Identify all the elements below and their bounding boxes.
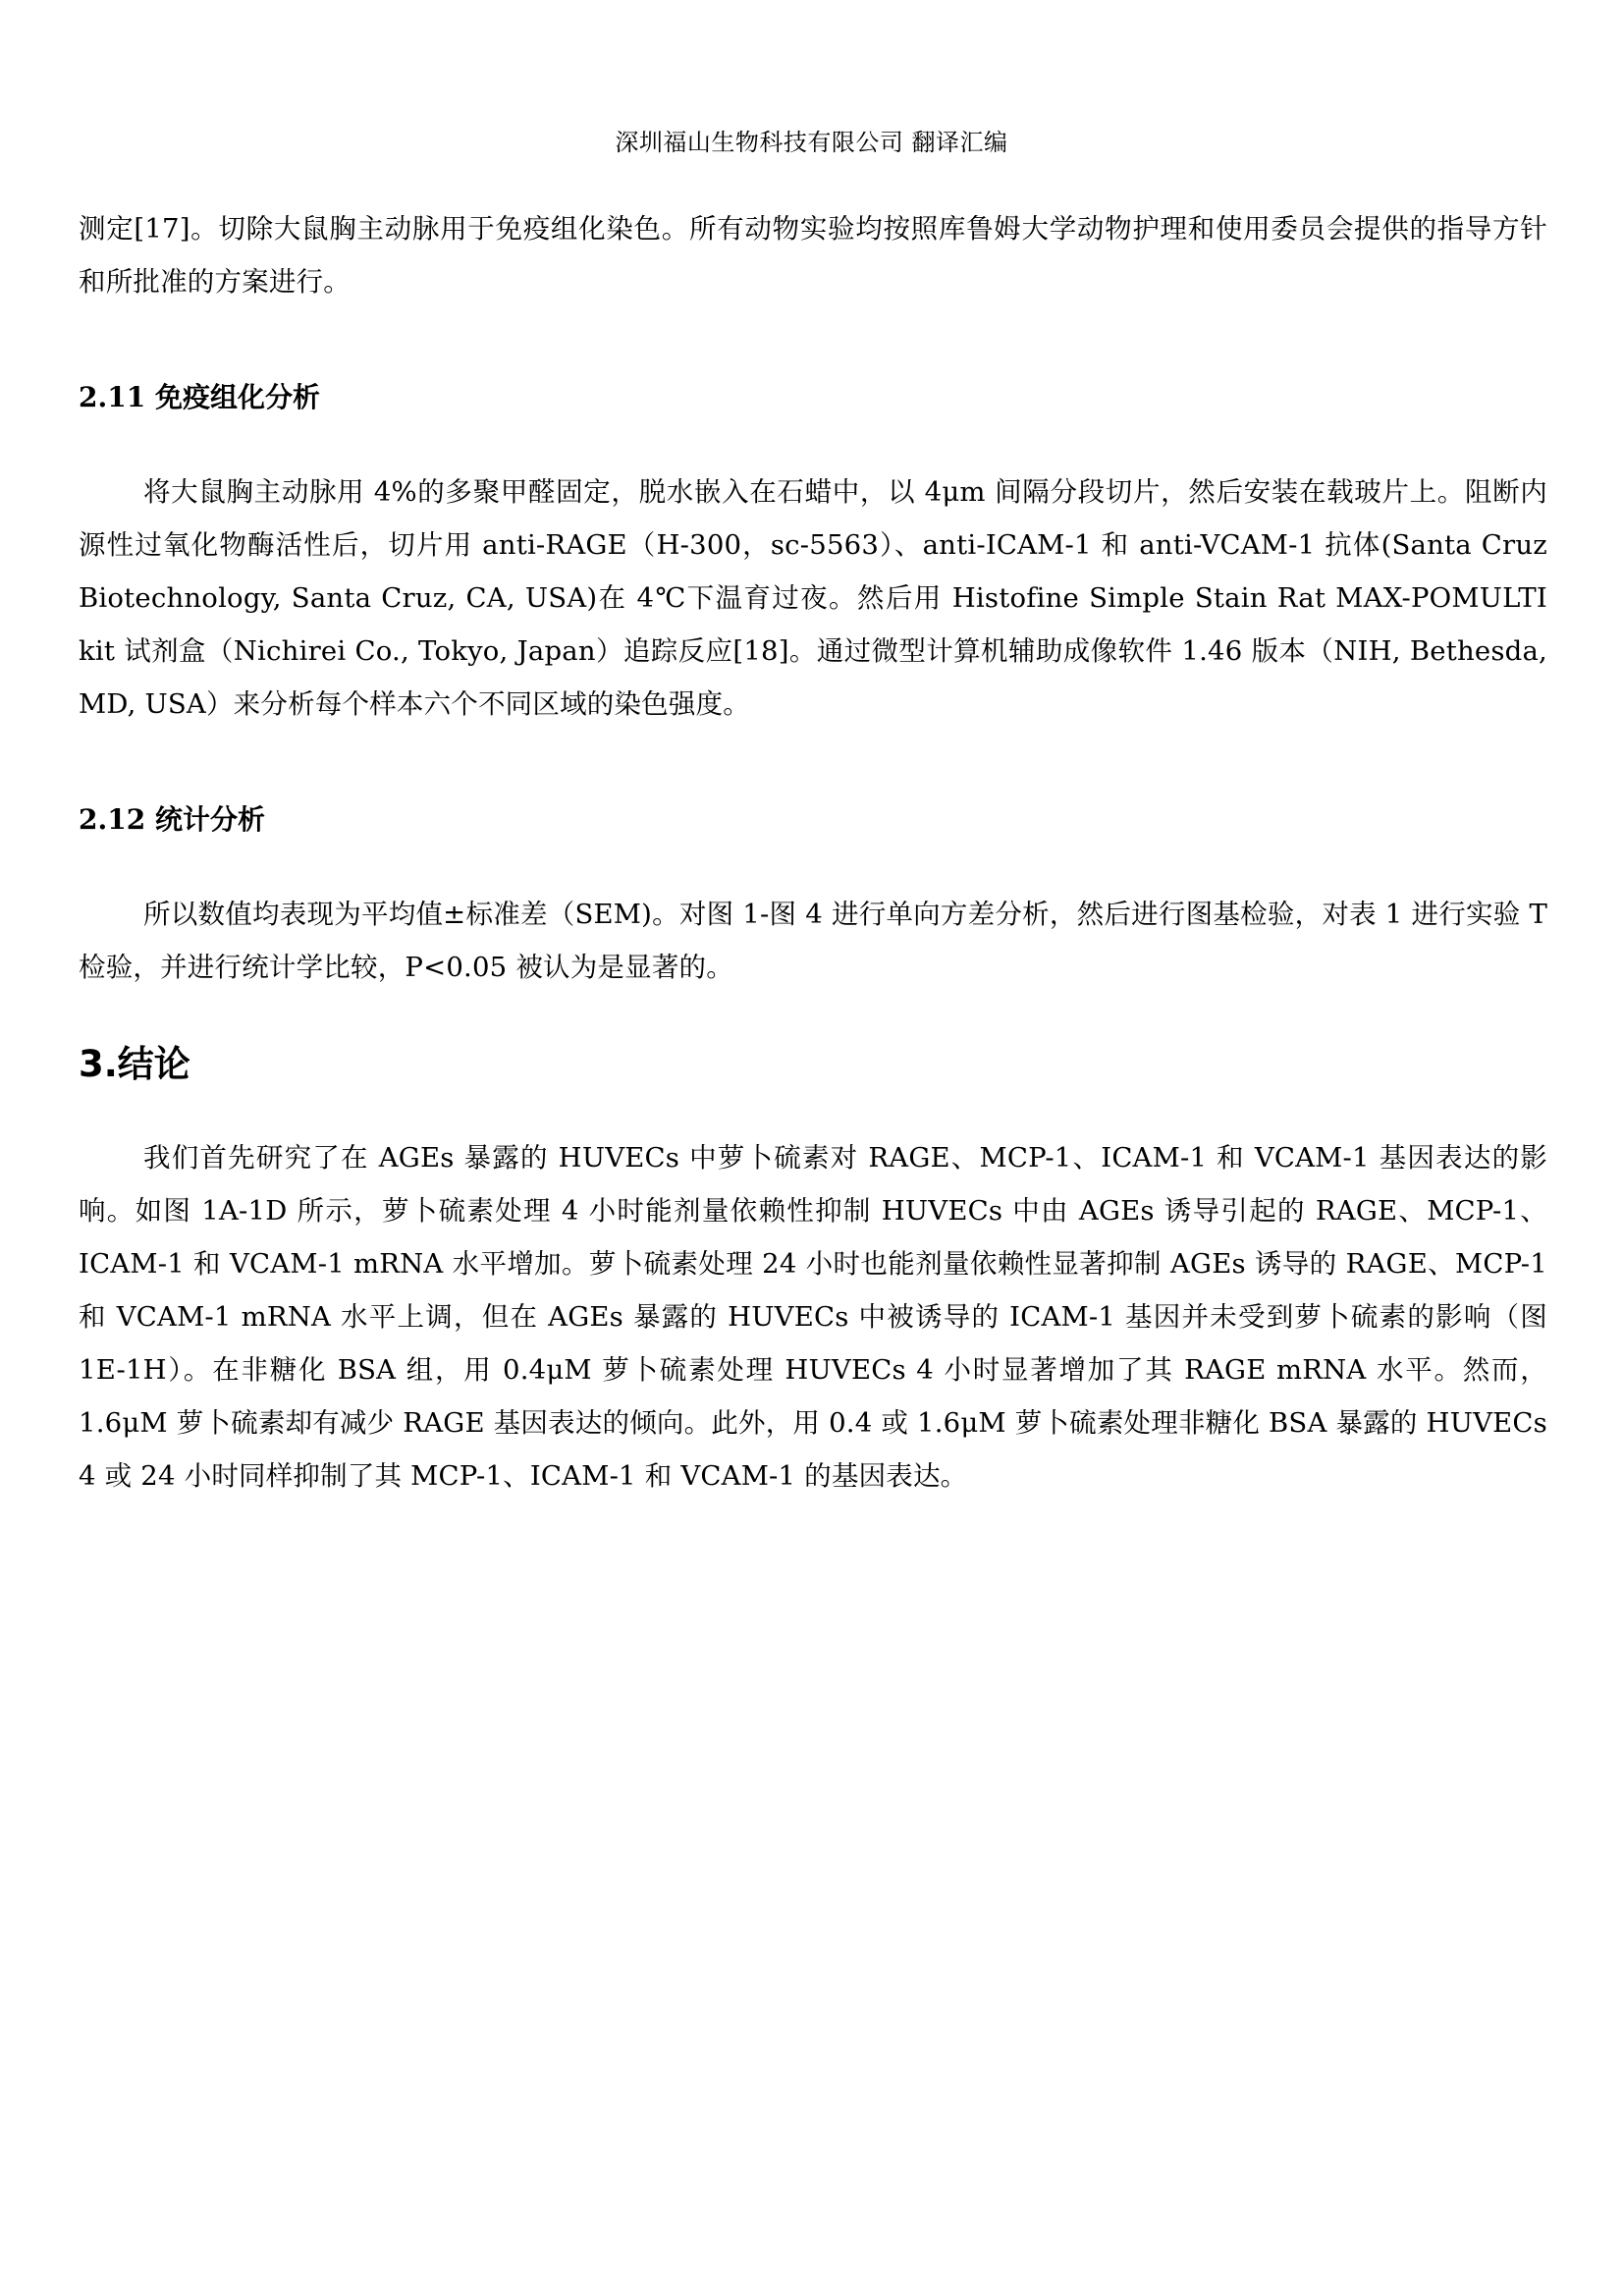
- running-header: 深圳福山生物科技有限公司 翻译汇编: [615, 129, 1008, 156]
- section-heading-2-11: 2.11 免疫组化分析: [79, 381, 320, 413]
- section-heading-2-12: 2.12 统计分析: [79, 803, 265, 836]
- chapter-heading-3: 3.结论: [79, 1043, 190, 1085]
- paragraph-immunohistochemistry: 将大鼠胸主动脉用 4%的多聚甲醛固定，脱水嵌入在石蜡中，以 4μm 间隔分段切片，然后安装在载玻片上。阻断内源性过氧化物酶活性后，切片用 anti-RAGE（H-300，sc-5563）、anti-ICAM-1 和 anti-VCAM-1 抗体(Santa Cruz Biotechnology, Santa Cruz, CA, USA)在 4℃下温育过夜。然后用 Histofine Simple Stain Rat MAX-POMULTI kit 试剂盒（Nichirei Co., Tokyo, Japan）追踪反应[18]。通过微型计算机辅助成像软件 1.46 版本（NIH, Bethesda, MD, USA）来分析每个样本六个不同区域的染色强度。: [79, 476, 1547, 720]
- paragraph-results: 我们首先研究了在 AGEs 暴露的 HUVECs 中萝卜硫素对 RAGE、MCP-1、ICAM-1 和 VCAM-1 基因表达的影响。如图 1A-1D 所示，萝卜硫素处理 4 小时能剂量依赖性抑制 HUVECs 中由 AGEs 诱导引起的 RAGE、MCP-1、ICAM-1 和 VCAM-1 mRNA 水平增加。萝卜硫素处理 24 小时也能剂量依赖性显著抑制 AGEs 诱导的 RAGE、MCP-1 和 VCAM-1 mRNA 水平上调，但在 AGEs 暴露的 HUVECs 中被诱导的 ICAM-1 基因并未受到萝卜硫素的影响（图 1E-1H）。在非糖化 BSA 组，用 0.4μM 萝卜硫素处理 HUVECs 4 小时显著增加了其 RAGE mRNA 水平。然而，1.6μM 萝卜硫素却有减少 RAGE 基因表达的倾向。此外，用 0.4 或 1.6μM 萝卜硫素处理非糖化 BSA 暴露的 HUVECs 4 或 24 小时同样抑制了其 MCP-1、ICAM-1 和 VCAM-1 的基因表达。: [79, 1142, 1547, 1492]
- document-body: [79, 202, 1547, 1503]
- intro-paragraph: 测定[17]。切除大鼠胸主动脉用于免疫组化染色。所有动物实验均按照库鲁姆大学动物护理和使用委员会提供的指导方针和所批准的方案进行。: [79, 213, 1547, 298]
- paragraph-statistics: 所以数值均表现为平均值±标准差（SEM)。对图 1-图 4 进行单向方差分析，然后进行图基检验，对表 1 进行实验 T 检验，并进行统计学比较，P<0.05 被认为是显著的。: [79, 899, 1547, 983]
